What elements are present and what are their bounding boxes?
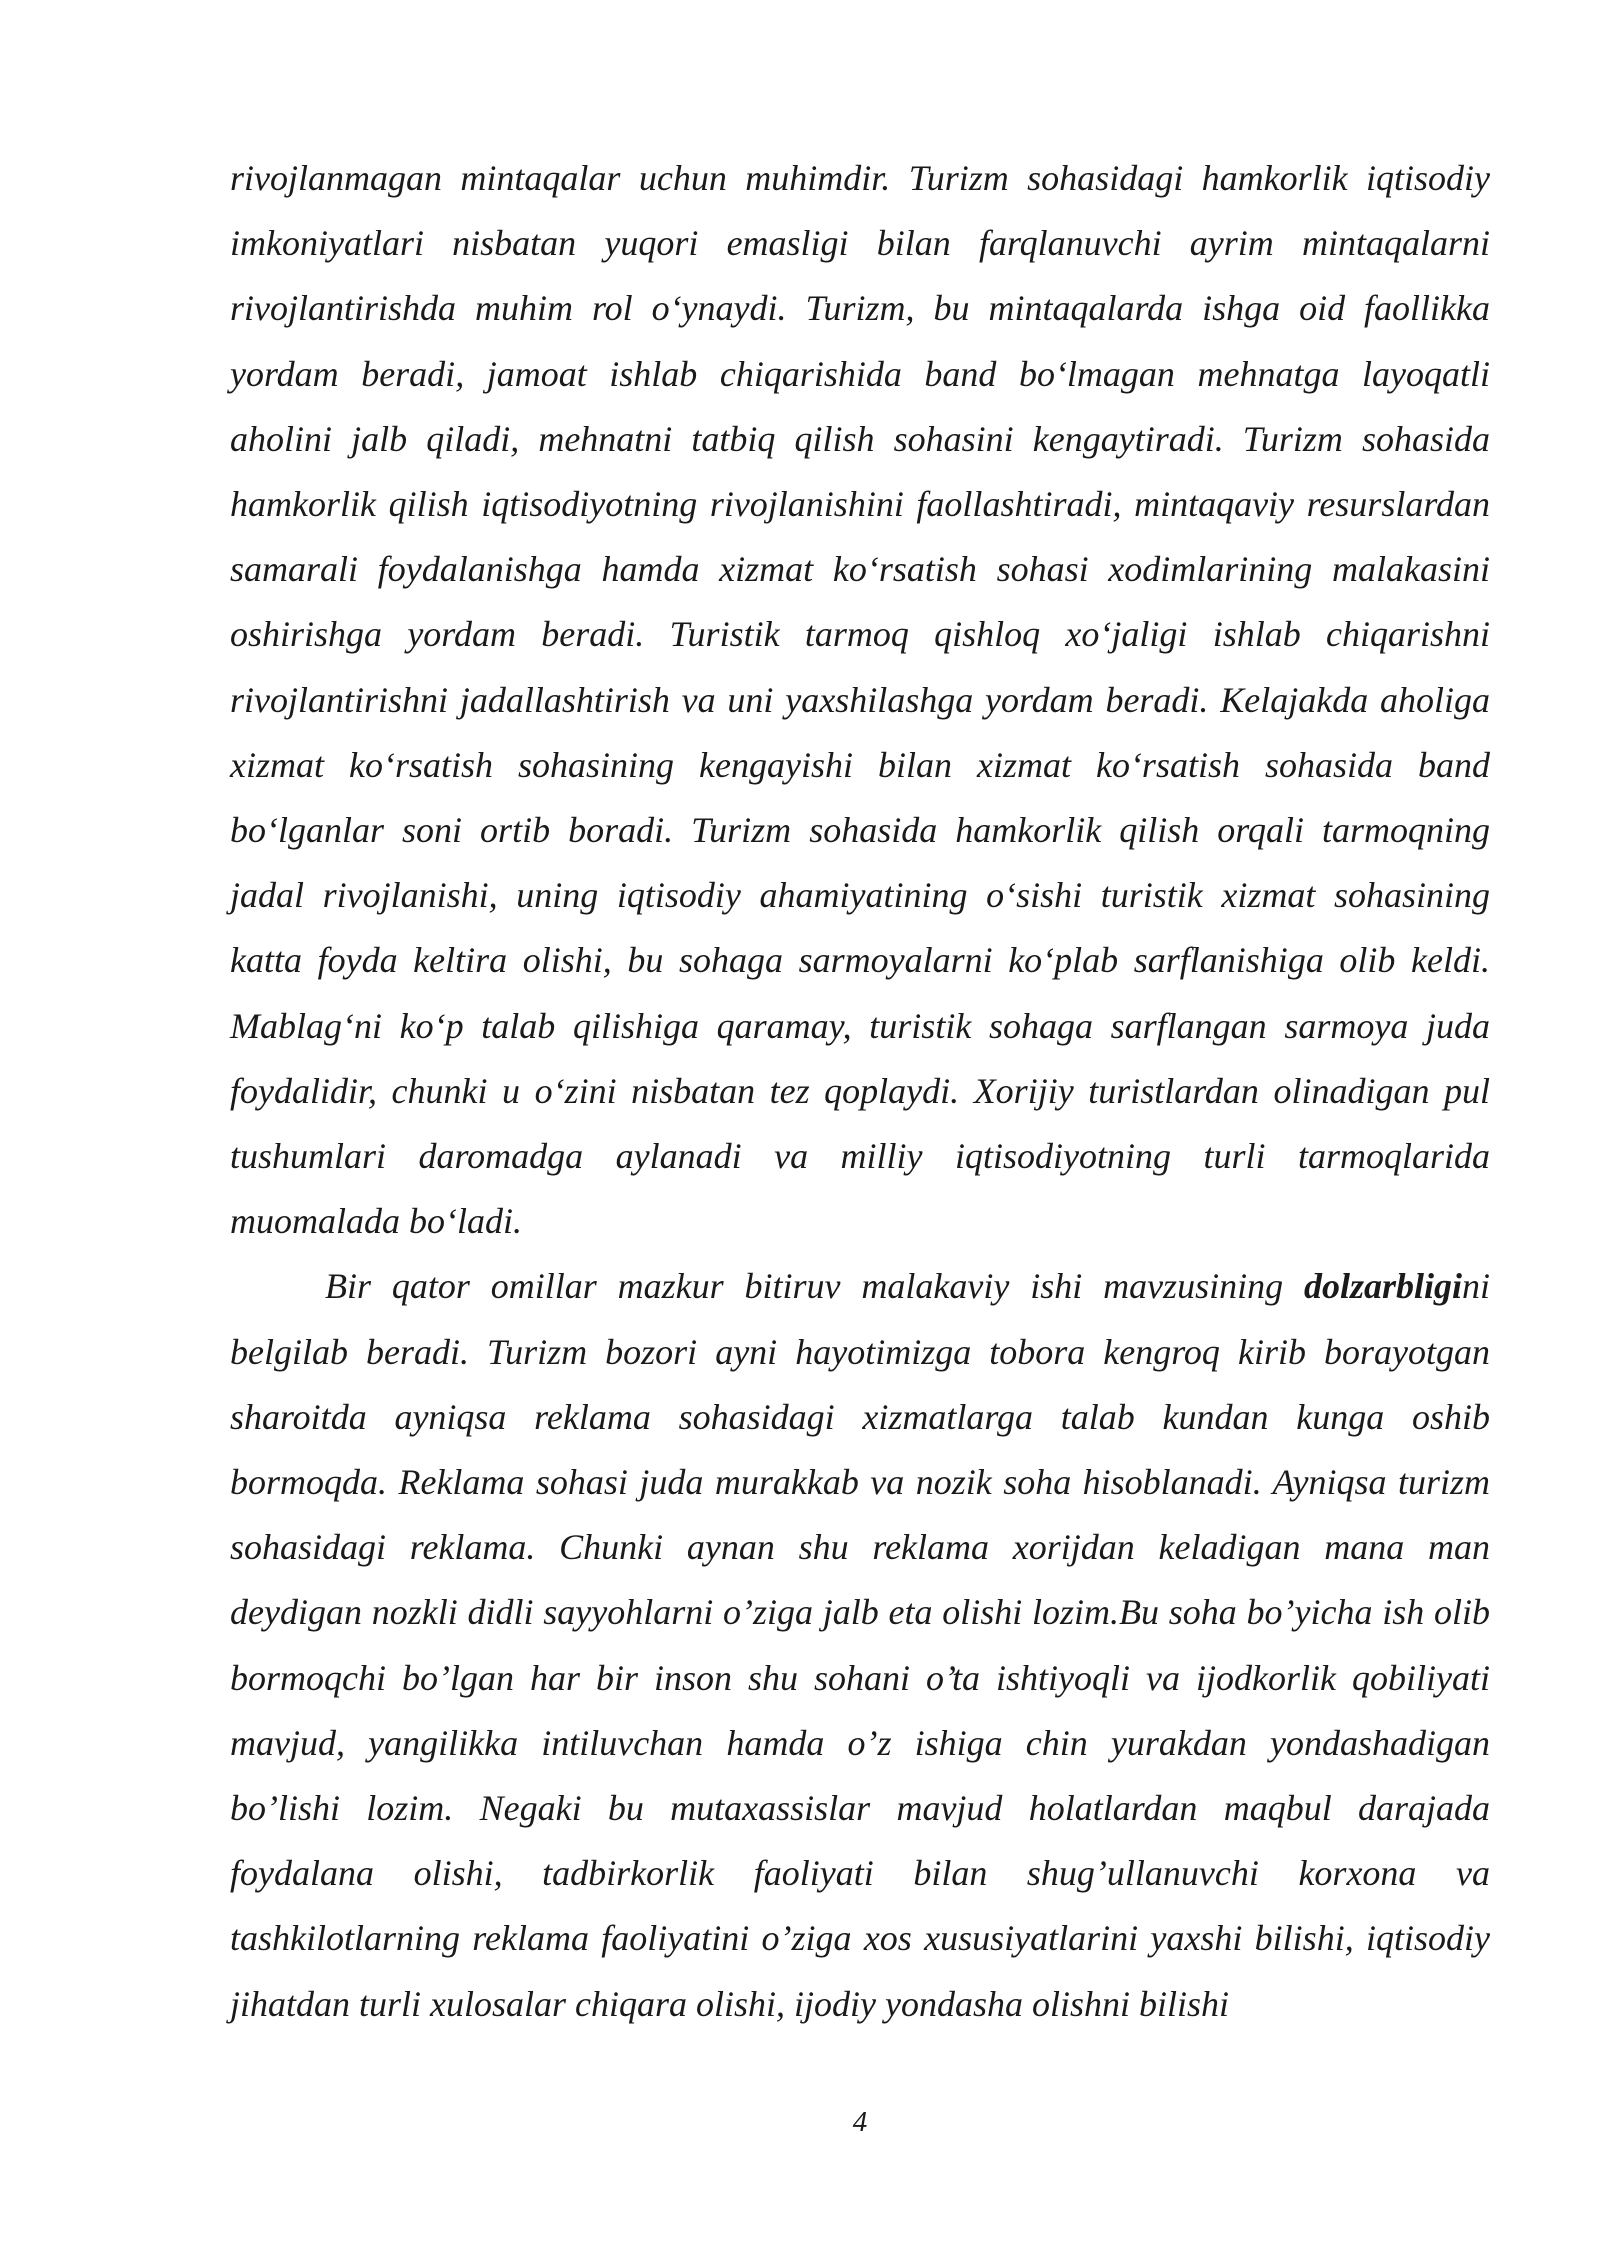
page-number: 4: [852, 2106, 868, 2138]
paragraph-relevance-intro: Bir qator omillar mazkur bitiruv malakaviy ishi mavzusining: [325, 1266, 1304, 1307]
relevance-keyword: dolzarbligi: [1303, 1266, 1462, 1307]
paragraph-relevance: [230, 1254, 1490, 2036]
paragraph-continuation: rivojlanmagan mintaqalar uchun muhimdir. Turizm sohasidagi hamkorlik iqtisodiy imkoniyatlari nisbatan yuqori emasligi bilan farqlanuvchi ayrim mintaqalarni rivojlantirishda muhim rol o‘ynaydi. Turizm, bu mintaqalarda ishga oid faollikka yordam beradi, jamoat ishlab chiqarishida band bo‘lmagan mehnatga layoqatli aholini jalb qiladi, mehnatni tatbiq qilish sohasini kengaytiradi. Turizm sohasida hamkorlik qilish iqtisodiyotning rivojlanishini faollashtiradi, mintaqaviy resurslardan samarali foydalanishga hamda xizmat ko‘rsatish sohasi xodimlarining malakasini oshirishga yordam beradi. Turistik tarmoq qishloq xo‘jaligi ishlab chiqarishni rivojlantirishni jadallashtirish va uni yaxshilashga yordam beradi. Kelajakda aholiga xizmat ko‘rsatish sohasining kengayishi bilan xizmat ko‘rsatish sohasida band bo‘lganlar soni ortib boradi. Turizm sohasida hamkorlik qilish orqali tarmoqning jadal rivojlanishi, uning iqtisodiy ahamiyatining o‘sishi turistik xizmat sohasining katta foyda keltira olishi, bu sohaga sarmoyalarni ko‘plab sarflanishiga olib keldi. Mablag‘ni ko‘p talab qilishiga qaramay, turistik sohaga sarflangan sarmoya juda foydalidir, chunki u o‘zini nisbatan tez qoplaydi. Xorijiy turistlardan olinadigan pul tushumlari daromadga aylanadi va milliy iqtisodiyotning turli tarmoqlarida muomalada bo‘ladi.: [230, 158, 1490, 1242]
paragraph-relevance-body: ni belgilab beradi. Turizm bozori ayni hayotimizga tobora kengroq kirib borayotgan sharoitda ayniqsa reklama sohasidagi xizmatlarga talab kundan kunga oshib bormoqda. Reklama sohasi juda murakkab va nozik soha hisoblanadi. Ayniqsa turizm sohasidagi reklama. Chunki aynan shu reklama xorijdan keladigan mana man deydigan nozkli didli sayyohlarni o’ziga jalb eta olishi lozim.Bu soha bo’yicha ish olib bormoqchi bo’lgan har bir inson shu sohani o’ta ishtiyoqli va ijodkorlik qobiliyati mavjud, yangilikka intiluvchan hamda o’z ishiga chin yurakdan yondashadigan bo’lishi lozim. Negaki bu mutaxassislar mavjud holatlardan maqbul darajada foydalana olishi, tadbirkorlik faoliyati bilan shug’ullanuvchi korxona va tashkilotlarning reklama faoliyatini o’ziga xos xususiyatlarini yaxshi bilishi, iqtisodiy jihatdan turli xulosalar chiqara olishi, ijodiy yondasha olishni bilishi: [230, 1266, 1490, 2024]
body-text: [230, 146, 1490, 2037]
